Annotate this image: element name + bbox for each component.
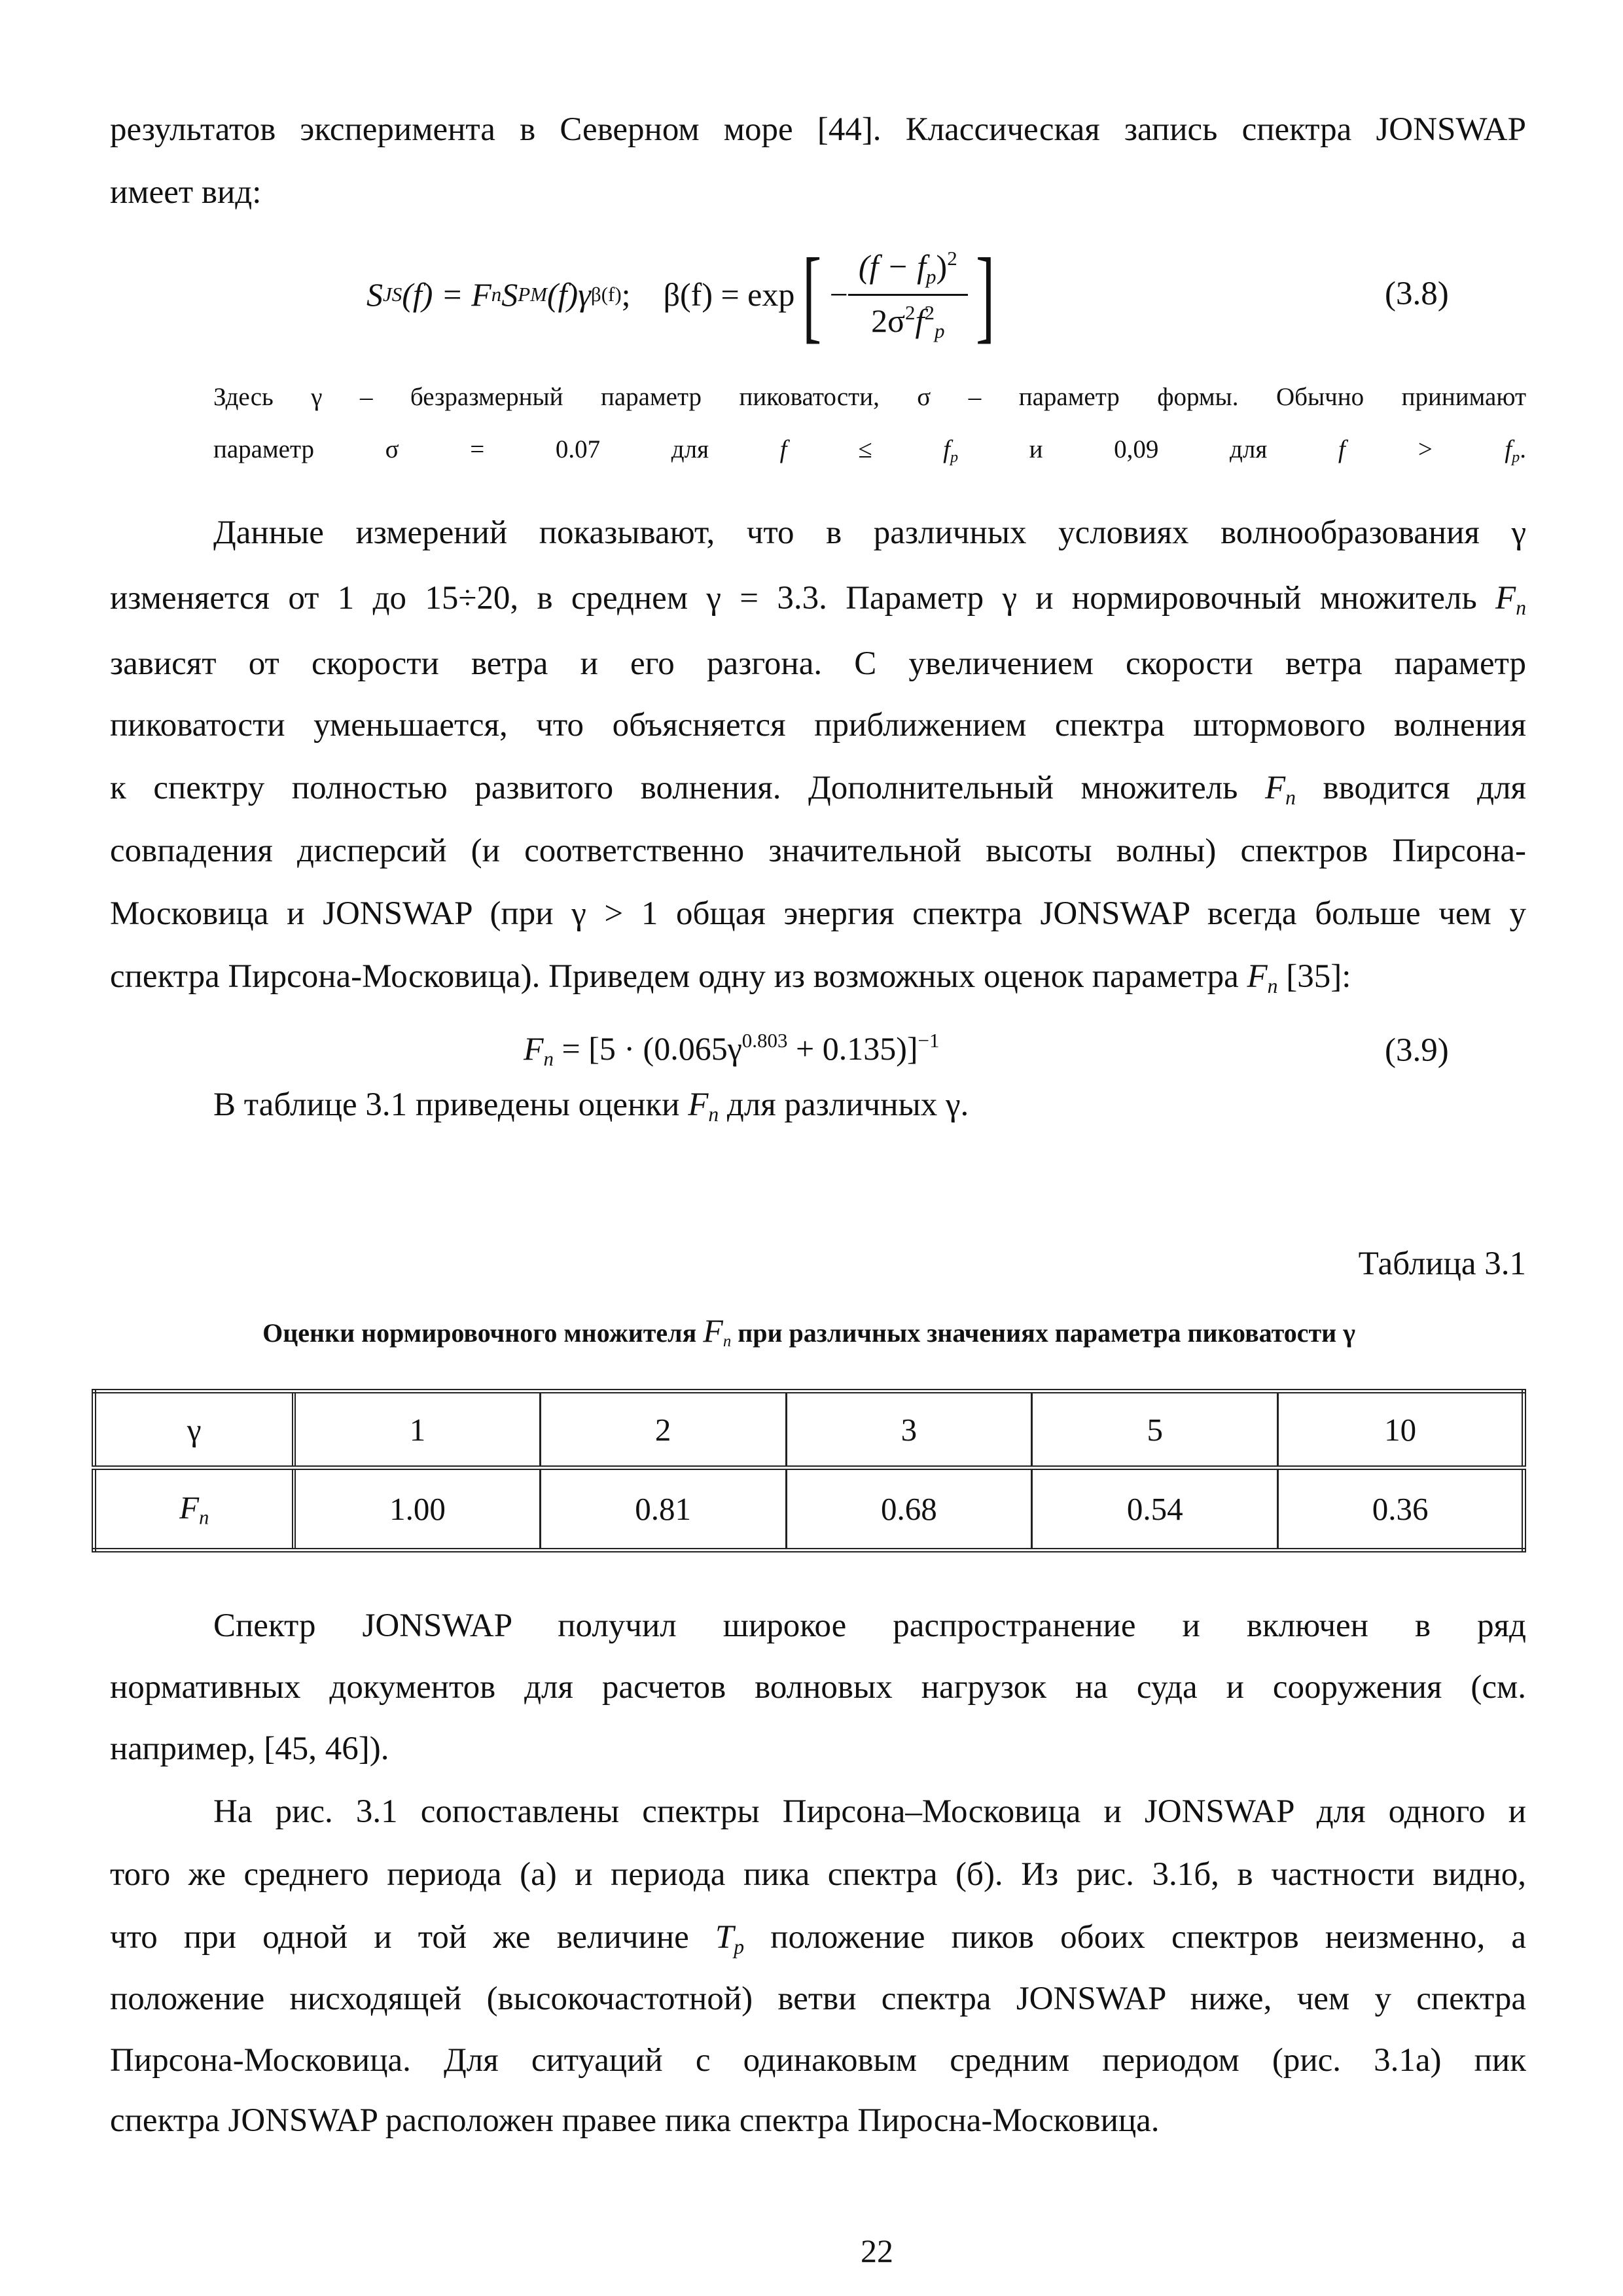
para5-line-6: спектра JONSWAP расположен правее пика спектра Пиросна-Московица. — [110, 2102, 1160, 2139]
equation-3-9: $F_n = [5 \cdot (0.065\gamma^{0.803} + 0.135)]^{-1}$ — [524, 1029, 940, 1070]
para3: В таблице 3.1 приведены оценки $F_n$ для различных γ. — [213, 1086, 969, 1126]
para2-line-2: изменяется от 1 до 15÷20, в среднем γ = 3.3. Параметр γ и нормировочный множитель $F_n$ — [110, 580, 1526, 619]
para5-line-5: Пирсона-Московица. Для ситуаций с одинаковым средним периодом (рис. 3.1а) пик — [110, 2042, 1526, 2079]
table-cell: 0.54 — [1032, 1468, 1278, 1551]
para5-line-2: того же среднего периода (а) и периода пика спектра (б). Из рис. 3.1б, в частности видно, — [110, 1856, 1526, 1893]
equation-number-3-8: (3.8) — [1385, 276, 1449, 312]
right-bracket: ] — [975, 236, 995, 353]
para5-line-3: что при одной и той же величине $T_p$ положение пиков обоих спектров неизменно, а — [110, 1919, 1526, 1958]
para5-line-4: положение нисходящей (высокочастотной) ветви спектра JONSWAP ниже, чем у спектра — [110, 1981, 1526, 2017]
para2-line-5: к спектру полностью развитого волнения. Дополнительный множитель $F_n$ вводится для — [110, 770, 1526, 809]
table-caption: Оценки нормировочного множителя $F_n$ при различных значениях параметра пиковатости γ — [262, 1312, 1355, 1350]
table-cell: 0.68 — [786, 1468, 1032, 1551]
table-cell: 3 — [786, 1391, 1032, 1468]
table-3-1 — [92, 1389, 1526, 1552]
para2-line-1: Данные измерений показывают, что в различных условиях волнообразования γ — [213, 514, 1526, 551]
page-number: 22 — [861, 2233, 893, 2269]
note-line-1: Здесь γ – безразмерный параметр пиковатости, σ – параметр формы. Обычно принимают — [213, 383, 1526, 411]
para2-line-3: зависят от скорости ветра и его разгона. С увеличением скорости ветра параметр — [110, 645, 1526, 682]
table-cell: 0.36 — [1278, 1468, 1524, 1551]
table-label: Таблица 3.1 — [1358, 1246, 1526, 1282]
table-row-fn — [94, 1468, 1524, 1551]
row-header-fn: $F_n$ — [94, 1468, 294, 1551]
note-line-2: параметр σ = 0.07 для $f \le f_p$ и 0,09 для $f > f_p$. — [213, 435, 1526, 466]
para2-line-7: Московица и JONSWAP (при γ > 1 общая энергия спектра JONSWAP всегда больше чем у — [110, 895, 1526, 932]
table-cell: 2 — [540, 1391, 786, 1468]
para5-line-1: На рис. 3.1 сопоставлены спектры Пирсона–Московица и JONSWAP для одного и — [213, 1793, 1526, 1830]
table-row-gamma — [94, 1391, 1524, 1468]
table-cell: 0.81 — [540, 1468, 786, 1551]
intro-line-2: имеет вид: — [110, 174, 262, 211]
equation-number-3-9: (3.9) — [1385, 1032, 1449, 1069]
left-bracket: [ — [802, 236, 822, 353]
para2-line-8: спектра Пирсона-Московица). Приведем одну из возможных оценок параметра $F_n$ [35]: — [110, 958, 1351, 997]
table-cell: 1.00 — [294, 1468, 540, 1551]
para4-line-3: например, [45, 46]). — [110, 1731, 389, 1767]
para4-line-2: нормативных документов для расчетов волновых нагрузок на суда и сооружения (см. — [110, 1669, 1526, 1706]
equation-3-8: S JS (f) = F n S PM (f)γ β(f) ; β(f) = exp [ − $\frac{(f - f_p)^2}{2\sigma^2f^2_p}$ ] — [366, 236, 995, 353]
table-cell: 1 — [294, 1391, 540, 1468]
para4-line-1: Спектр JONSWAP получил широкое распространение и включен в ряд — [213, 1607, 1526, 1644]
table-cell: 5 — [1032, 1391, 1278, 1468]
table-cell: 10 — [1278, 1391, 1524, 1468]
equation-fraction: $\frac{(f - f_p)^2}{2\sigma^2f^2_p}$ — [848, 247, 968, 343]
para2-line-4: пиковатости уменьшается, что объясняется приближением спектра штормового волнения — [110, 707, 1526, 744]
para2-line-6: совпадения дисперсий (и соответственно значительной высоты волны) спектров Пирсона- — [110, 833, 1526, 869]
intro-line-1: результатов эксперимента в Северном море [44]. Классическая запись спектра JONSWAP — [110, 111, 1526, 148]
row-header-gamma: γ — [94, 1391, 294, 1468]
